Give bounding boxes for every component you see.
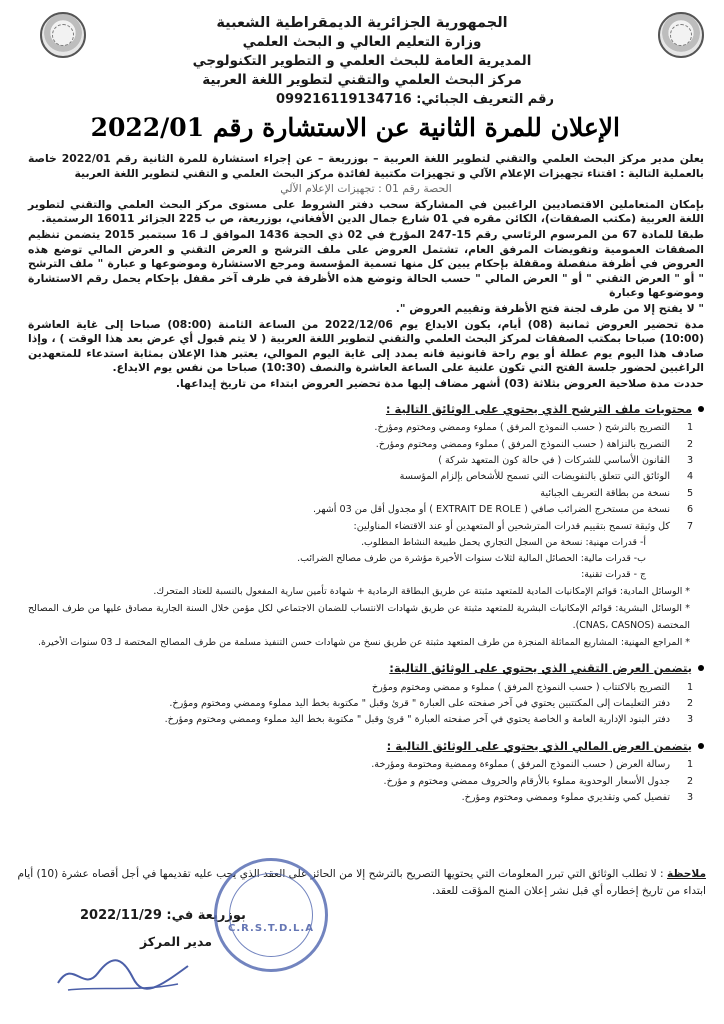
candidacy-list [28, 420, 704, 535]
note-item: * المراجع المهنية: المشاريع المماثلة المنجزة من طرف المتعهد مثبتة عن طريق نسخ من شهادات حسن التنفيذ مسلمة من طرف المصالح المختصة لـ 03 سنوات الأخيرة. [38, 636, 690, 648]
signer-title: مدير المركز [140, 934, 212, 949]
bullet-icon [698, 406, 704, 412]
validity-paragraph: حددت مدة صلاحية العروض بثلاثة (03) أشهر مضاف إليها مدة تحضير العروض ابتداء من تاريخ إيداعها. [175, 376, 704, 390]
section-title-candidacy: محتويات ملف الترشح الذي يحتوي على الوثائق التالية : [28, 402, 704, 417]
bullet-icon [698, 665, 704, 671]
directorate-line: المديرية العامة للبحث العلمي و التطوير التكنولوجي [192, 53, 532, 69]
envelope-phrase: " لا يفتح إلا من طرف لجنة فتح الأظرفة وتقييم العروض ". [395, 301, 704, 315]
bullet-icon [698, 743, 704, 749]
list-item: 3 دفتر البنود الإدارية العامة و الخاصة يحتوي في آخر صفحته العبارة " قرئ وقبل " مكتوبة بخط اليد مملوء وممضي ومختوم ومؤرخ. [164, 714, 694, 726]
signature-icon [48, 948, 198, 998]
page-title: الإعلان للمرة الثانية عن الاستشارة رقم 2022/01 [90, 113, 620, 142]
section-title-financial: يتضمن العرض المالي الذي يحتوي على الوثائق التالية : [28, 739, 704, 754]
closing-note [16, 866, 706, 900]
note-text: : لا تطلب الوثائق التي تبرر المعلومات التي يحتويها التصريح بالترشح إلا من الحائز على العقد الذي يجب عليه تقديمها في أجل أقصاه عشرة (10) أيام ابتداء من تاريخ إخطاره أي قبل نشر إعلان المنح المؤقت للعقد. [17, 868, 706, 897]
official-stamp [214, 858, 328, 972]
list-item: 7 كل وثيقة تسمح بتقييم قدرات المترشحين أو المتعهدين أو عند الاقتضاء المناولين: [353, 520, 694, 532]
sub-item: ب- قدرات مالية: الحصائل المالية لثلاث سنوات الأخيرة مؤشرة من طرف مصالح الضرائب. [297, 552, 646, 564]
list-item: 1 التصريح بالترشح ( حسب النموذج المرفق ) مملوء وممضي ومختوم ومؤرخ. [374, 422, 694, 434]
financial-list [28, 757, 704, 806]
logo-right-emblem [658, 12, 704, 58]
list-item: 2 جدول الأسعار الوحدوية مملوء بالأرقام والحروف ممضي ومختوم و مؤرخ. [383, 775, 694, 787]
signoff-date: بوزريعة في: 2022/11/29 [80, 908, 246, 923]
note-label: ملاحظة [667, 868, 706, 880]
capacity-subitems [28, 535, 704, 583]
note-item: * الوسائل المادية: قوائم الإمكانيات المادية للمتعهد مثبتة عن طريق البطاقة الرمادية + شهادة تأمين سارية المفعول بالنسبة للعتاد المتحرك. [153, 585, 690, 597]
lot-line: الحصة رقم 01 : تجهيزات الإعلام الآلي [280, 182, 452, 196]
withdraw-paragraph: بإمكان المتعاملين الاقتصاديين الراغبين في المشاركة سحب دفتر الشروط على مستوى مركز البحث العلمي والتقني لتطوير اللغة العربية (مكتب الصفقات)، الكائن مقره في 01 شارع جمال الدين الأفغاني، بوزريعة، ص ب 225 الجزائر 16011 الرستمية. [28, 197, 704, 226]
technical-means-notes [28, 583, 704, 651]
note-item: * الوسائل البشرية: قوائم الإمكانيات البشرية للمتعهد مثبتة عن طريق شهادات الانتساب للضمان الاجتماعي لكل مؤمن خلال السنة الجارية مصادق عليها من طرف المصالح المختصة (CNAS، CASNOS). [28, 602, 690, 631]
logo-left-emblem [40, 12, 86, 58]
list-item: 2 التصريح بالنزاهة ( حسب النموذج المرفق ) مملوء وممضي ومختوم ومؤرخ. [375, 438, 694, 450]
list-item: 5 نسخة من بطاقة التعريف الجبائية [540, 487, 694, 499]
republic-line: الجمهورية الجزائرية الديمقراطية الشعبية [216, 15, 508, 31]
list-item: 1 رسالة العرض ( حسب النموذج المرفق ) مملوءة وممضية ومختومة ومؤرخة. [371, 759, 694, 771]
list-item: 6 نسخة من مستخرج الضرائب صافي ( EXTRAIT DE ROLE ) أو مجدول أقل من 03 أشهر. [313, 504, 694, 516]
document-header [110, 14, 614, 109]
ministry-line: وزارة التعليم العالي و البحث العلمي [242, 34, 482, 50]
tax-id-line: رقم التعريف الجبائي: 099216119134716 [275, 92, 554, 107]
list-item: 3 القانون الأساسي للشركات ( في حالة كون المتعهد شركة ) [438, 454, 694, 466]
sub-item: أ- قدرات مهنية: نسخة من السجل التجاري يحمل طبيعة النشاط المطلوب. [361, 536, 646, 548]
section-title-technical: يتضمن العرض التقني الذي يحتوي على الوثائق التالية: [28, 661, 704, 676]
decree-paragraph: طبقا للمادة 67 من المرسوم الرئاسي رقم 15-247 المؤرخ في 02 ذي الحجة 1436 الموافق لـ 16 سبتمبر 2015 يتضمن تنظيم الصفقات العمومية وتفويضات المرفق العام، تشتمل العروض على ملف الترشح و العرض التقني و العرض المالي توضع هذه العروض في أظرفة منفصلة ومقفلة بإحكام يبين كل منها تسمية المؤسسة ومرجع الاستشارة وموضوعها و عبارة " ملف الترشح " أو " العرض التقني " أو " العرض المالي " حسب الحالة وتوضع هذه الأظرفة في ظرف آخر مقفل بإحكام يحمل رقم الاستشارة وموضوعها وعبارة [28, 227, 705, 300]
technical-list [28, 680, 704, 729]
sub-item: ج - قدرات تقنية: [581, 568, 646, 580]
intro-paragraph: يعلن مدير مركز البحث العلمي والتقني لتطوير اللغة العربية – بوزريعة – عن إجراء استشارة للمرة الثانية رقم 2022/01 خاصة بالعملية التالية : اقتناء تجهيزات الإعلام الآلي و تجهيزات مكتبية لفائدة مركز البحث العلمي و التقني لتطوير اللغة العربية [28, 152, 704, 180]
list-item: 1 التصريح بالاكتتاب ( حسب النموذج المرفق ) مملوء و ممضي ومختوم ومؤرخ [371, 681, 694, 693]
list-item: 3 تفصيل كمي وتقديري مملوء وممضي ومختوم ومؤرخ. [461, 792, 694, 804]
deadline-paragraph: مدة تحضير العروض ثمانية (08) أيام، يكون الايداع يوم 2022/12/06 من الساعة الثامنة (08:00) صباحا إلى غاية العاشرة (10:00) صباحا بمكتب الصفقات لمركز البحث العلمي والتقني لتطوير اللغة العربية ( لا يتم قبول أي عرض بعد هذا الوقت ) ، وإذا صادف هذا اليوم يوم عطلة أو يوم راحة قانونية فانه يمدد إلى غاية اليوم الموالي، يعتبر هذا الإعلان بمثابة استدعاء للمتعهدين الراغبين لحضور جلسة الفتح التي تكون علنية على الساعة العاشرة والنصف (10:30) صباحا من نفس يوم الايداع. [28, 317, 704, 375]
center-line: مركز البحث العلمي والتقني لتطوير اللغة العربية [202, 72, 522, 88]
announcement-body [28, 152, 704, 807]
list-item: 4 الوثائق التي تتعلق بالتفويضات التي تسمح للأشخاص بإلزام المؤسسة [399, 471, 694, 483]
stamp-code: C.R.S.T.D.L.A [228, 923, 314, 934]
list-item: 2 دفتر التعليمات إلى المكتتبين يحتوي في آخر صفحته على العبارة " قرئ وقبل " مكتوبة بخط اليد مملوء وممضي ومختوم ومؤرخ. [169, 697, 694, 709]
